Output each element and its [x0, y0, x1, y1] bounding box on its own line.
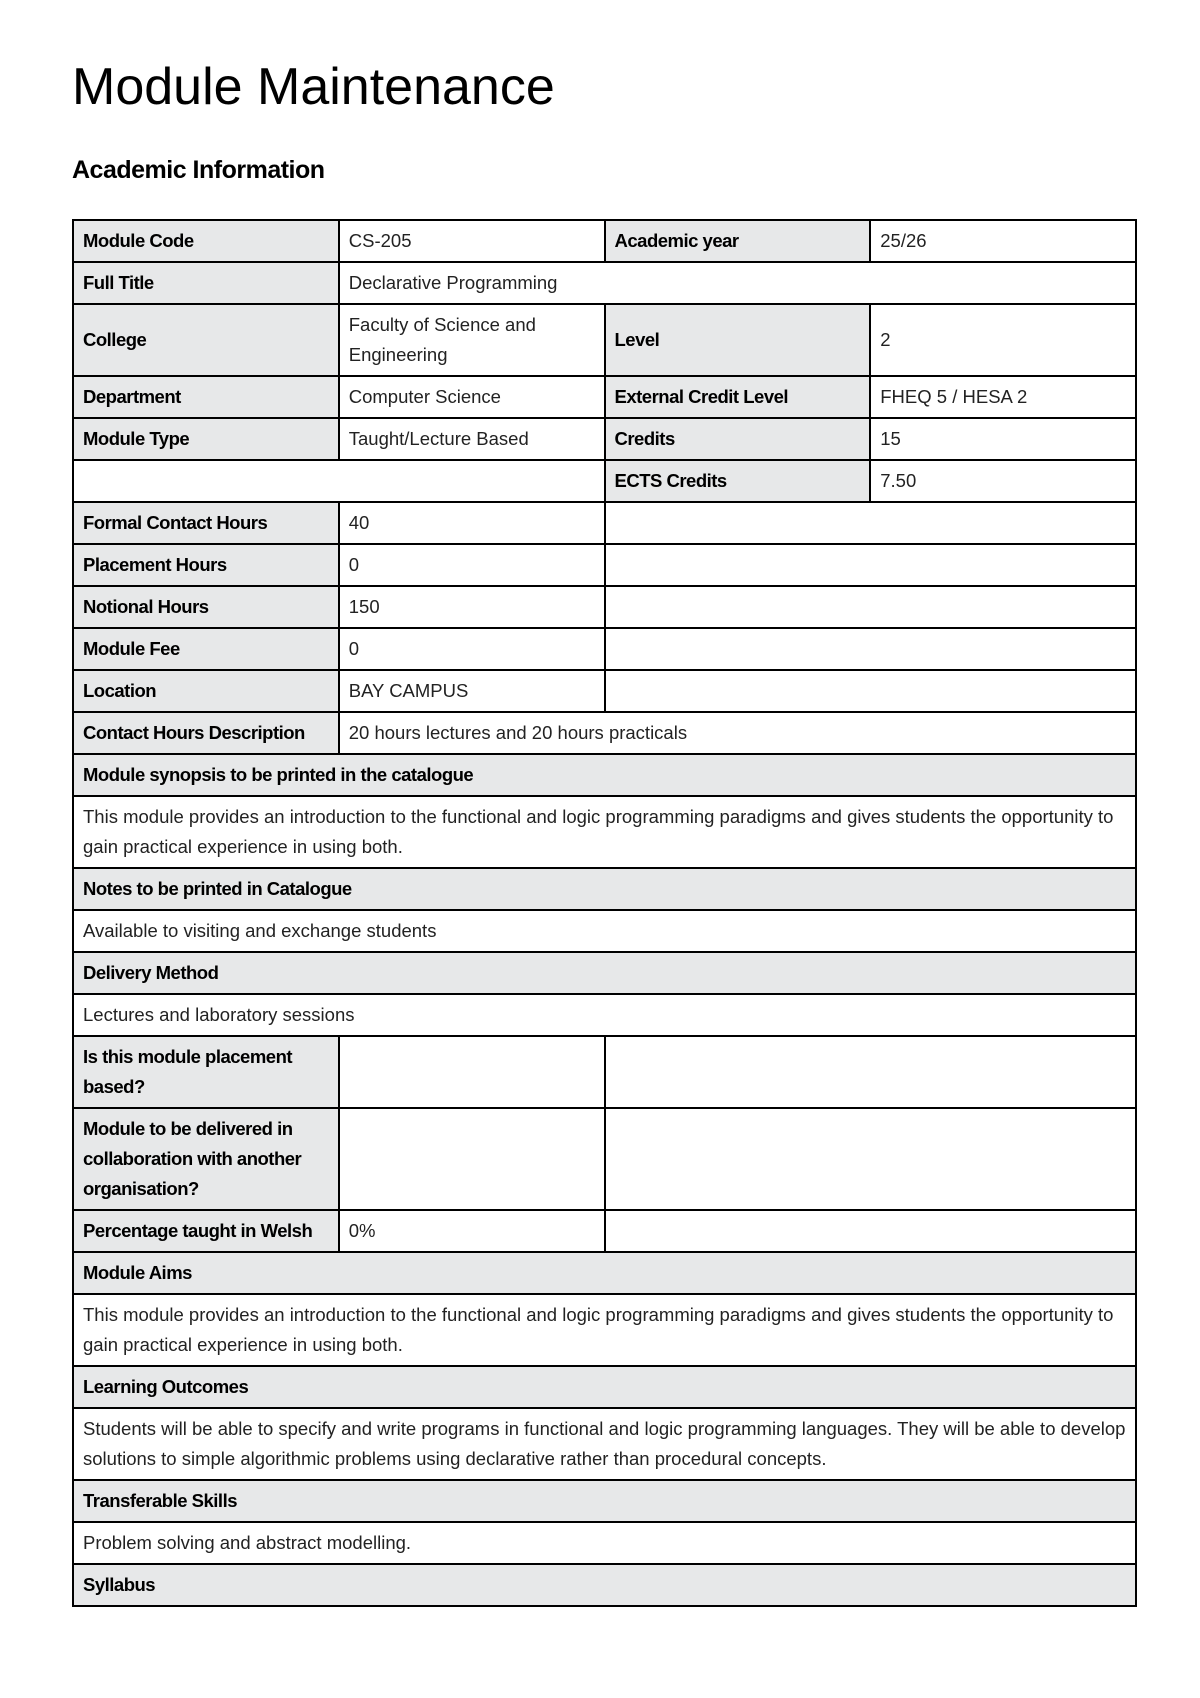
notes-label: Notes to be printed in Catalogue: [73, 868, 1136, 910]
syllabus-label: Syllabus: [73, 1564, 1136, 1606]
collaboration-label: Module to be delivered in collaboration with another organisation?: [73, 1108, 339, 1210]
welsh-label: Percentage taught in Welsh: [73, 1210, 339, 1252]
department-value: Computer Science: [339, 376, 605, 418]
table-row: [73, 796, 1136, 868]
module-code-value: CS-205: [339, 220, 605, 262]
level-value: 2: [870, 304, 1136, 376]
placement-based-value: [339, 1036, 605, 1108]
empty-cell: [73, 460, 605, 502]
notional-hours-label: Notional Hours: [73, 586, 339, 628]
college-label: College: [73, 304, 339, 376]
external-credit-label: External Credit Level: [605, 376, 871, 418]
empty-cell: [605, 544, 1137, 586]
delivery-label: Delivery Method: [73, 952, 1136, 994]
full-title-label: Full Title: [73, 262, 339, 304]
table-row: [73, 952, 1136, 994]
delivery-value: Lectures and laboratory sessions: [73, 994, 1136, 1036]
table-row: [73, 304, 1136, 376]
table-row: [73, 712, 1136, 754]
section-title: Academic Information: [72, 156, 325, 184]
module-fee-value: 0: [339, 628, 605, 670]
table-row: [73, 1108, 1136, 1210]
module-fee-label: Module Fee: [73, 628, 339, 670]
synopsis-label: Module synopsis to be printed in the catalogue: [73, 754, 1136, 796]
table-row: [73, 670, 1136, 712]
welsh-value: 0%: [339, 1210, 605, 1252]
ects-label: ECTS Credits: [605, 460, 871, 502]
table-row: [73, 1480, 1136, 1522]
placement-hours-value: 0: [339, 544, 605, 586]
contact-desc-value: 20 hours lectures and 20 hours practicals: [339, 712, 1136, 754]
credits-value: 15: [870, 418, 1136, 460]
college-value: Faculty of Science and Engineering: [339, 304, 605, 376]
table-row: [73, 868, 1136, 910]
table-row: [73, 1366, 1136, 1408]
placement-hours-label: Placement Hours: [73, 544, 339, 586]
aims-label: Module Aims: [73, 1252, 1136, 1294]
empty-cell: [605, 628, 1137, 670]
table-row: [73, 1210, 1136, 1252]
module-code-label: Module Code: [73, 220, 339, 262]
location-value: BAY CAMPUS: [339, 670, 605, 712]
academic-year-label: Academic year: [605, 220, 871, 262]
table-row: [73, 460, 1136, 502]
table-row: [73, 376, 1136, 418]
module-type-label: Module Type: [73, 418, 339, 460]
department-label: Department: [73, 376, 339, 418]
table-row: [73, 1252, 1136, 1294]
credits-label: Credits: [605, 418, 871, 460]
empty-cell: [605, 1210, 1137, 1252]
empty-cell: [605, 502, 1137, 544]
table-row: [73, 1564, 1136, 1606]
table-row: [73, 262, 1136, 304]
table-row: [73, 1294, 1136, 1366]
empty-cell: [605, 1036, 1137, 1108]
table-row: [73, 1522, 1136, 1564]
notes-value: Available to visiting and exchange students: [73, 910, 1136, 952]
table-row: [73, 502, 1136, 544]
module-type-value: Taught/Lecture Based: [339, 418, 605, 460]
location-label: Location: [73, 670, 339, 712]
formal-contact-label: Formal Contact Hours: [73, 502, 339, 544]
page-title: Module Maintenance: [72, 58, 555, 116]
synopsis-value: This module provides an introduction to the functional and logic programming paradigms and gives students the opportunity to gain practical experience in using both.: [73, 796, 1136, 868]
collaboration-value: [339, 1108, 605, 1210]
skills-value: Problem solving and abstract modelling.: [73, 1522, 1136, 1564]
empty-cell: [605, 1108, 1137, 1210]
formal-contact-value: 40: [339, 502, 605, 544]
aims-value: This module provides an introduction to the functional and logic programming paradigms and gives students the opportunity to gain practical experience in using both.: [73, 1294, 1136, 1366]
table-row: [73, 1036, 1136, 1108]
academic-info-table: [72, 219, 1137, 1607]
table-row: [73, 754, 1136, 796]
external-credit-value: FHEQ 5 / HESA 2: [870, 376, 1136, 418]
notional-hours-value: 150: [339, 586, 605, 628]
contact-desc-label: Contact Hours Description: [73, 712, 339, 754]
full-title-value: Declarative Programming: [339, 262, 1136, 304]
table-row: [73, 220, 1136, 262]
table-row: [73, 418, 1136, 460]
level-label: Level: [605, 304, 871, 376]
ects-value: 7.50: [870, 460, 1136, 502]
table-row: [73, 1408, 1136, 1480]
table-row: [73, 910, 1136, 952]
table-row: [73, 586, 1136, 628]
placement-based-label: Is this module placement based?: [73, 1036, 339, 1108]
skills-label: Transferable Skills: [73, 1480, 1136, 1522]
outcomes-value: Students will be able to specify and write programs in functional and logic programming languages. They will be able to develop solutions to simple algorithmic problems using declarative rather than procedural concepts.: [73, 1408, 1136, 1480]
outcomes-label: Learning Outcomes: [73, 1366, 1136, 1408]
table-row: [73, 544, 1136, 586]
table-row: [73, 994, 1136, 1036]
empty-cell: [605, 670, 1137, 712]
empty-cell: [605, 586, 1137, 628]
academic-year-value: 25/26: [870, 220, 1136, 262]
table-row: [73, 628, 1136, 670]
